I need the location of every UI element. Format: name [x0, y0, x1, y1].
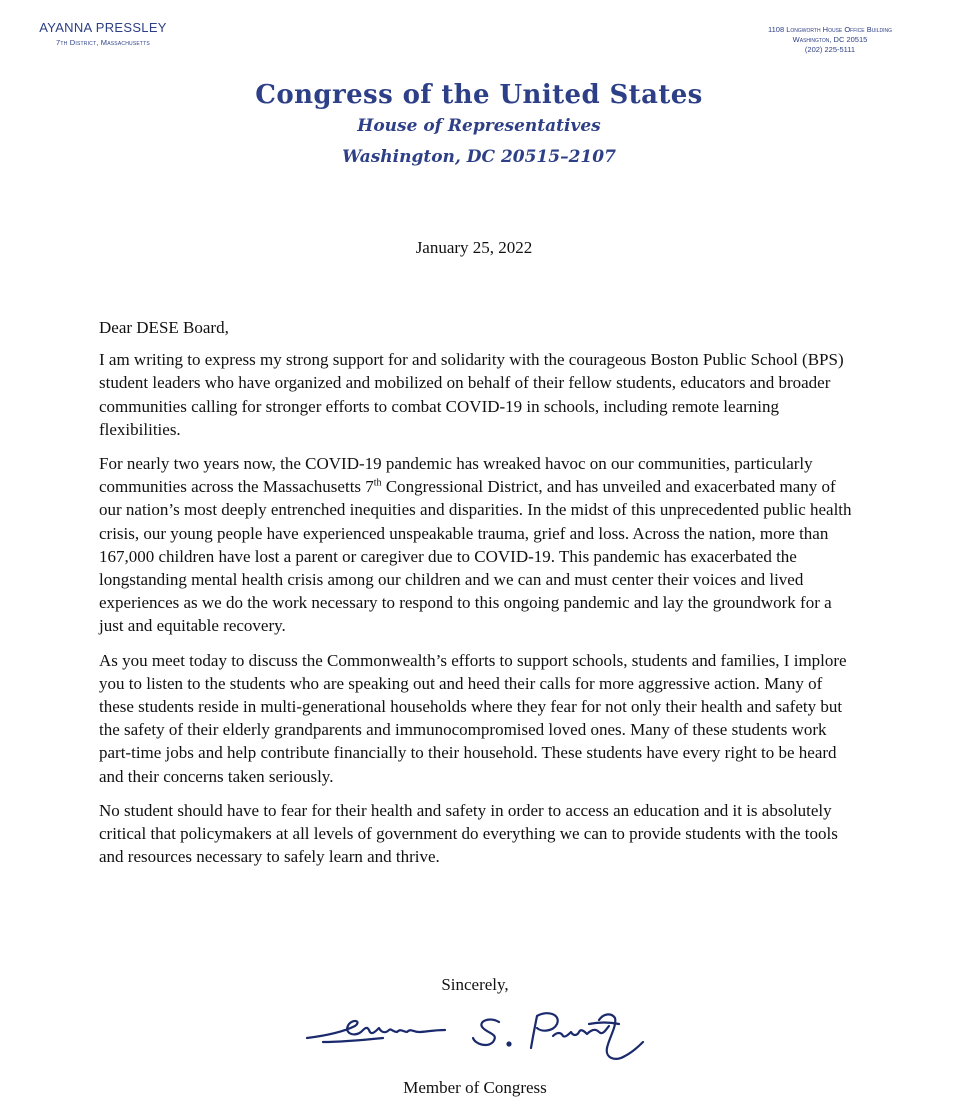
paragraph-2-end: Congressional District, and has unveiled and exacerbated many of our nation’s most deeply entrenched inequities and disparities. In the midst of this unprecedented public health crisis, our young people have experienced unspeakable trauma, grief and loss. Across the nation, more than 167,000 children have lost a parent or caregiver due to COVID-19. This pandemic has exacerbated the longstanding mental health crisis among our children and we can and must center their voices and lived experiences as we do the work necessary to respond to this ongoing pandemic and lay the groundwork for a just and equitable recovery. [99, 477, 852, 636]
paragraph-4: No student should have to fear for their health and safety in order to access an education and it is absolutely critical that policymakers at all levels of government do everything we can to provide students with the tools and resources necessary to safely learn and thrive. [99, 800, 838, 867]
masthead-title: Congress of the United States [255, 80, 703, 110]
letterhead-left [28, 20, 178, 48]
closing: Sincerely, [441, 975, 509, 994]
paragraph-2 [99, 452, 859, 638]
signature [303, 1002, 653, 1068]
office-phone: (202) 225-5111 [804, 45, 856, 54]
salutation: Dear DESE Board, [99, 318, 229, 337]
paragraph-2-start: For nearly two years now, the COVID-19 pandemic has wreaked havoc on our communities, particularly communities across the Massachusetts 7 [99, 454, 813, 497]
letterhead-right [730, 25, 930, 55]
letter-date: January 25, 2022 [415, 238, 533, 257]
superscript-th: th [373, 477, 382, 489]
office-address: 1108 Longworth House Office Building [768, 25, 892, 34]
member-district: 7th District, Massachusetts [56, 38, 150, 47]
signer-title: Member of Congress [403, 1078, 547, 1097]
paragraph-3: As you meet today to discuss the Commonwealth’s efforts to support schools, students and families, I implore you to listen to the students who are speaking out and heed their calls for more aggressive action. Many of these students reside in multi-generational households where they fear for not only their health and safety but the safety of their elderly grandparents and immunocompromised loved ones. Many of these students work part-time jobs and help contribute financially to their household. These students have every right to be heard and their concerns taken seriously. [99, 650, 847, 786]
member-name: AYANNA PRESSLEY [39, 20, 167, 35]
office-city: Washington, DC 20515 [792, 35, 868, 44]
masthead-location: Washington, DC 20515–2107 [342, 147, 616, 167]
paragraph-1: I am writing to express my strong support for and solidarity with the courageous Boston Public School (BPS) student leaders who have organized and mobilized on behalf of their fellow students, educators and broader communities calling for stronger efforts to combat COVID-19 in schools, including remote learning flexibilities. [99, 350, 844, 439]
letter-body [99, 316, 859, 879]
masthead-chamber: House of Representatives [357, 116, 601, 136]
